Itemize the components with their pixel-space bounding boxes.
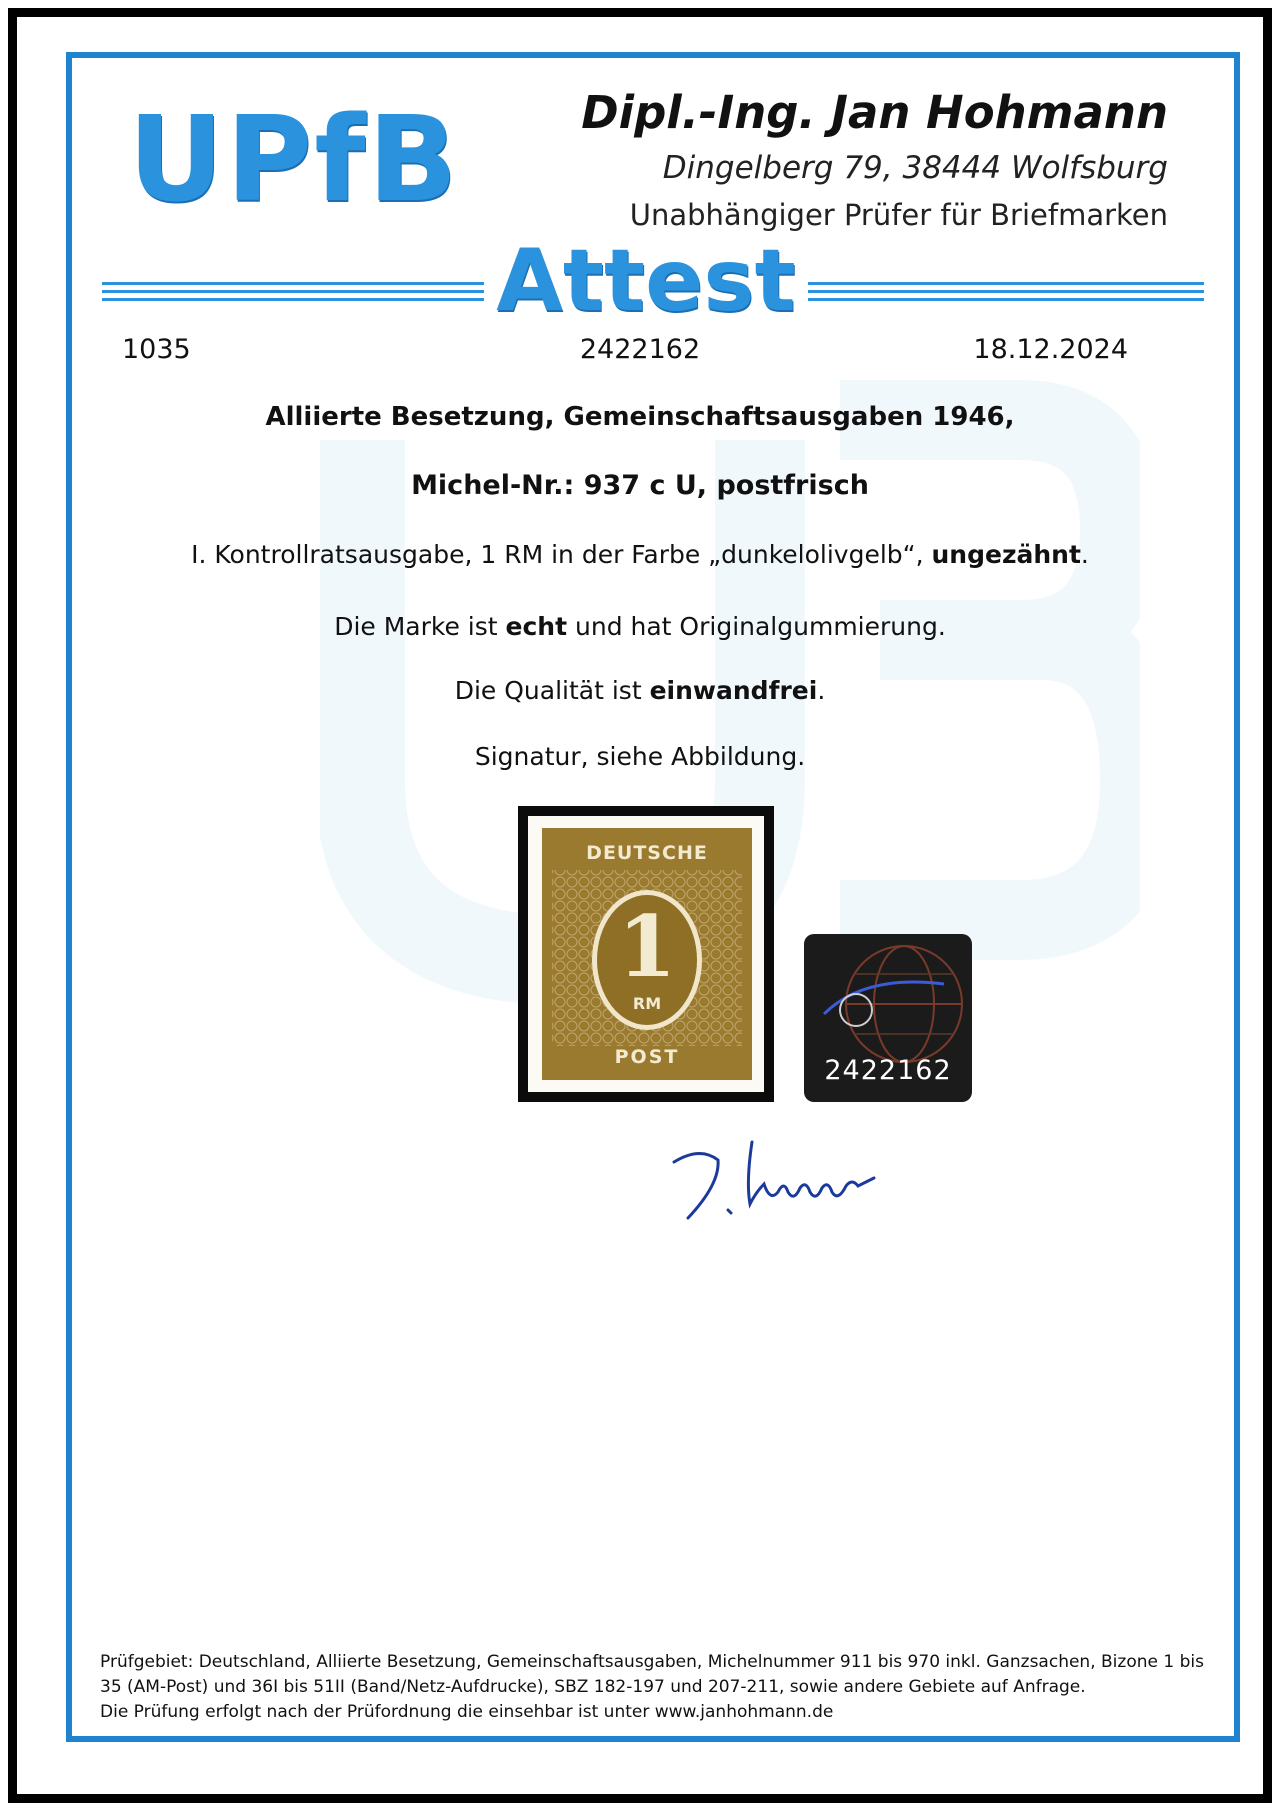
examiner-signature xyxy=(660,1122,900,1232)
stamp-currency: RM xyxy=(632,994,662,1013)
authenticity-statement: Die Marke ist echt und hat Originalgummierung. xyxy=(334,612,946,641)
authenticity-verdict: echt xyxy=(505,612,568,641)
footer-notes xyxy=(100,1650,1210,1725)
certificate-title: Attest xyxy=(496,231,796,331)
footer-line-1: Prüfgebiet: Deutschland, Alliierte Besetzung, Gemeinschaftsausgaben, Michelnummer 911 bis 970 inkl. Ganzsachen, Bizone 1 bis xyxy=(100,1652,1204,1672)
certificate-number: 2422162 xyxy=(579,334,701,365)
security-hologram xyxy=(804,934,972,1102)
title-rule-left xyxy=(102,282,484,302)
upfb-logo: UPfB xyxy=(128,90,460,228)
title-rule-right xyxy=(808,282,1204,302)
michel-number: Michel-Nr.: 937 c U, postfrisch xyxy=(411,470,869,501)
stamp-description: I. Kontrollratsausgabe, 1 RM in der Farbe „dunkelolivgelb“, ungezähnt. xyxy=(191,540,1089,569)
stamp-value-oval xyxy=(592,890,702,1030)
footer-line-3: Die Prüfung erfolgt nach der Prüfordnung die einsehbar ist unter www.janhohmann.de xyxy=(100,1702,834,1722)
signature-note: Signatur, siehe Abbildung. xyxy=(474,742,806,771)
certificate-date: 18.12.2024 xyxy=(973,334,1128,365)
issue-area: Alliierte Besetzung, Gemeinschaftsausgaben 1946, xyxy=(265,402,1015,432)
examiner-address: Dingelberg 79, 38444 Wolfsburg xyxy=(662,150,1168,186)
stamp-bottom-word: POST xyxy=(614,1046,680,1068)
stamp-numeral: 1 xyxy=(617,897,677,996)
reference-number: 1035 xyxy=(122,334,191,365)
perforation-status: ungezähnt xyxy=(931,540,1081,569)
stamp-top-word: DEUTSCHE xyxy=(586,842,708,864)
quality-statement: Die Qualität ist einwandfrei. xyxy=(454,676,826,705)
examiner-role: Unabhängiger Prüfer für Briefmarken xyxy=(629,198,1168,232)
quality-verdict: einwandfrei xyxy=(649,676,818,705)
stamp-design xyxy=(542,828,752,1080)
stamp-image xyxy=(518,806,774,1102)
footer-line-2: 35 (AM-Post) und 36I bis 51II (Band/Netz-Aufdrucke), SBZ 182-197 und 207-211, sowie andere Gebiete auf Anfrage. xyxy=(100,1677,1086,1697)
examiner-name: Dipl.-Ing. Jan Hohmann xyxy=(581,86,1168,139)
hologram-number: 2422162 xyxy=(824,1055,952,1086)
